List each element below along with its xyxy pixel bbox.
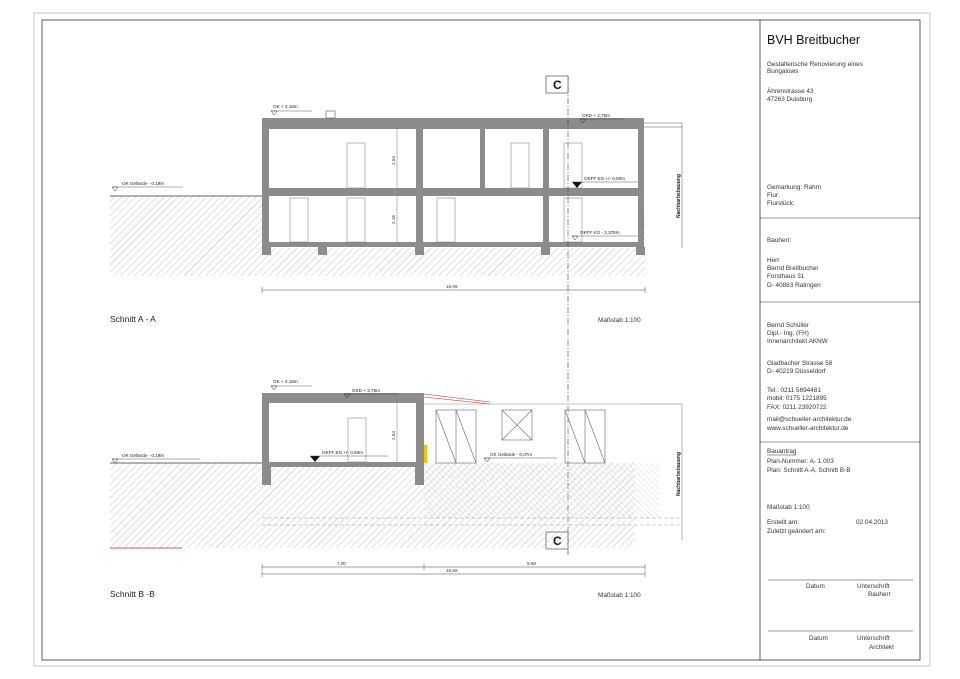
section-scale: Maßstab 1:100: [598, 317, 641, 324]
signature-role: Architekt: [869, 644, 894, 651]
height-upper: 2,54: [391, 431, 396, 440]
floor-slab-eg: [262, 188, 644, 196]
footing: [318, 247, 327, 255]
fax: FAX: 0211 23920722: [767, 404, 827, 411]
architect-line: D- 40219 Düsseldorf: [767, 368, 826, 375]
tb-scale: Maßstab 1:100: [767, 504, 810, 511]
title-block: [760, 33, 920, 651]
website-link[interactable]: www.schueller-architektur.de: [767, 425, 849, 432]
owner-line: Herr: [767, 257, 780, 264]
level-marker-icon: [271, 386, 277, 390]
footing: [262, 465, 271, 485]
window: [565, 410, 605, 463]
project-desc: Bungalows: [767, 68, 799, 75]
floor-slab-kg: [262, 242, 644, 247]
architect-line: Gladbacher Strasse 58: [767, 360, 833, 367]
height-upper: 2,54: [391, 156, 396, 165]
tel: Tel.: 0211 5694481: [767, 387, 821, 394]
roof-slab: [262, 393, 424, 403]
height-lower: 2,16: [391, 215, 396, 224]
dim-total: 16,69: [446, 568, 458, 573]
section-title: Schnitt B -B: [110, 589, 155, 599]
architect-line: Bernd Schüller: [767, 322, 809, 329]
section-aa: [110, 104, 682, 324]
plan-number: Plan-Nummer: A- 1.003: [767, 458, 834, 465]
project-title: BVH Breitbucher: [767, 33, 861, 47]
architect-line: Innenarchitekt AKNW: [767, 338, 828, 345]
section-scale: Maßstab 1:100: [598, 592, 641, 599]
neighbor-label: Nachbarbebauung: [676, 452, 682, 496]
owner-line: Bernd Breitbucher: [767, 265, 819, 272]
level-ground: OK Gelände - 0,19m: [122, 453, 165, 458]
plan-name: Plan: Schnitt A-A, Schnitt B-B: [767, 467, 851, 474]
floor-slab-eg: [262, 462, 424, 467]
level-ok: OK + 3,18m: [273, 379, 298, 384]
window: [436, 410, 476, 463]
datum-label: Datum: [809, 635, 828, 642]
project-desc: Gestalterische Renovierung eines: [767, 61, 863, 68]
footing: [636, 247, 645, 255]
left-wall: [262, 118, 269, 248]
level-marker-icon: [484, 458, 490, 462]
wall-inner-3: [543, 129, 549, 247]
neighbor-label: Nachbarbebauung: [676, 174, 682, 218]
level-marker-icon: [271, 111, 277, 115]
level-okd: OKD + 2,78m: [582, 113, 610, 118]
right-wall: [638, 118, 644, 248]
level-ground: OK Gelände - 0,19m: [122, 181, 165, 186]
erstellt-date: 02.04.2013: [856, 519, 888, 526]
dim-left: 7,00: [337, 561, 346, 566]
level-okff-eg: OKFF EG +/- 0,00m: [584, 176, 625, 181]
email-link[interactable]: mail@schueller-architektur.de: [767, 416, 852, 423]
datum-label: Datum: [806, 583, 825, 590]
level-marker-icon: [112, 187, 118, 191]
footing: [262, 247, 271, 255]
roof-slab: [262, 118, 644, 129]
wall-inner-1: [416, 129, 423, 247]
section-bb: [110, 379, 682, 599]
erstellt-label: Erstellt am:: [767, 519, 799, 526]
level-okff-eg: OKFF EG +/- 0,00m: [322, 450, 363, 455]
footing: [415, 247, 424, 255]
bauherr-label: Bauherr:: [767, 237, 792, 244]
signature-label: Unterschrift: [857, 583, 890, 590]
level-okff-kg: OKFF KG - 2,375m: [580, 230, 620, 235]
gemarkung: Gemarkung: Rahm: [767, 184, 821, 191]
yellow-marker: [424, 445, 427, 463]
level-marker-icon: [112, 459, 118, 463]
dim-total: 16,69: [446, 284, 458, 289]
building-interior: [262, 118, 642, 248]
wall-inner-2: [480, 129, 485, 188]
owner-line: Forsthaus 31: [767, 273, 805, 280]
cut-marker-top: C: [553, 78, 562, 92]
level-okd: OKD + 2,76m: [352, 388, 380, 393]
project-address: 47263 Duisburg: [767, 96, 813, 103]
architect-line: Dipl.- Ing. (FH): [767, 330, 809, 337]
signature-label: Unterschrift: [857, 635, 890, 642]
signature-role: Bauherr: [868, 591, 891, 598]
dim-right: 9,69: [527, 561, 536, 566]
section-title: Schnitt A - A: [110, 314, 156, 324]
mobil: mobil: 0175 1221895: [767, 395, 827, 402]
terrace-hatch: [424, 463, 659, 518]
level-ground2: OK Gelände - 0,07m: [490, 452, 533, 457]
owner-line: D- 40883 Ratingen: [767, 282, 821, 289]
geaendert-label: Zuletzt geändert am:: [767, 528, 826, 535]
window: [502, 410, 532, 440]
bauantrag: Bauantrag: [767, 448, 797, 455]
footing: [541, 247, 550, 255]
project-address: Ährenstrasse 43: [767, 88, 814, 95]
chimney: [326, 111, 335, 118]
footing: [415, 465, 424, 485]
flur: Flur:: [767, 192, 780, 199]
level-ok: OK + 3,18m: [273, 104, 298, 109]
flurstueck: Flurstück:: [767, 200, 795, 207]
